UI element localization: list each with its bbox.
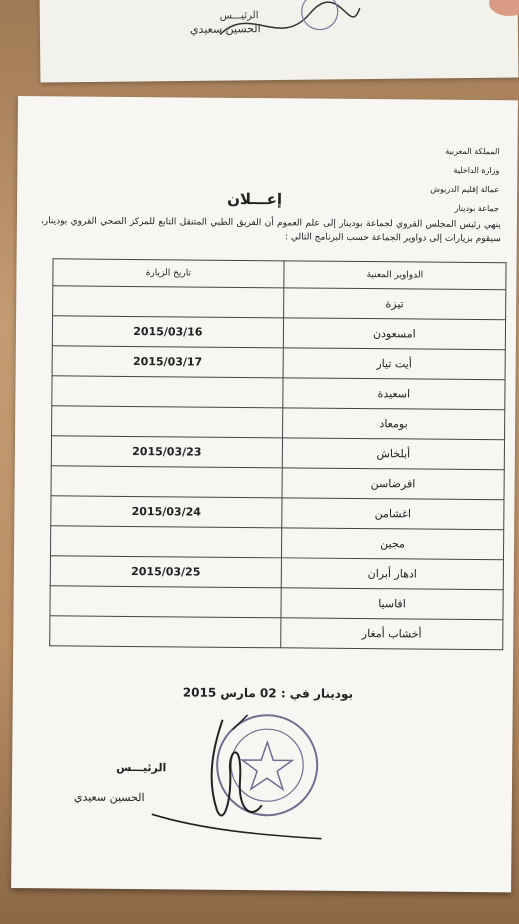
announcement-intro-text: ينهي رئيس المجلس القروي لجماعة بودينار إلى علم العموم أن الفريق الطبي المتنقل التابع للمركز الصحي القروي بودينار، سيقوم بزيارات إلى دواوير الجماعة حسب البرنامج التالي : bbox=[40, 216, 501, 245]
douar-cell: افاسيا bbox=[281, 588, 503, 620]
table-row bbox=[52, 346, 505, 380]
table-row bbox=[50, 616, 503, 650]
date-cell: 2015/03/23 bbox=[51, 436, 282, 468]
douar-cell: ادهار أبران bbox=[281, 558, 503, 590]
header-line-kingdom: المملكة المغربية bbox=[445, 146, 500, 157]
table-row bbox=[51, 466, 504, 500]
document-title: إعـــلان bbox=[227, 189, 283, 209]
douar-cell: أخشاب أمغار bbox=[281, 618, 503, 650]
douar-cell: تيزة bbox=[283, 288, 505, 320]
date-cell bbox=[53, 286, 284, 318]
table-row bbox=[50, 556, 503, 590]
date-cell bbox=[52, 376, 283, 408]
date-cell: 2015/03/24 bbox=[51, 496, 282, 528]
table-row bbox=[52, 316, 505, 350]
date-cell bbox=[50, 586, 281, 618]
table-row bbox=[52, 376, 505, 410]
announcement-document bbox=[11, 96, 518, 892]
douar-cell: اسعيدة bbox=[283, 378, 505, 410]
table-row bbox=[51, 496, 504, 530]
place-and-date: بودينار في : 02 مارس 2015 bbox=[182, 685, 354, 701]
date-cell bbox=[51, 466, 282, 498]
date-cell: 2015/03/25 bbox=[50, 556, 281, 588]
douar-cell: مجين bbox=[281, 528, 503, 560]
table-header-row bbox=[53, 259, 506, 290]
douar-cell: أيت تيار bbox=[283, 348, 505, 380]
administrative-header bbox=[430, 142, 500, 219]
douar-cell: افرضاسن bbox=[282, 468, 504, 500]
table-row bbox=[52, 406, 505, 440]
header-line-province: عمالة إقليم الدريوش bbox=[430, 184, 500, 195]
date-cell bbox=[52, 406, 283, 438]
handwritten-signature bbox=[112, 709, 333, 841]
top-sheet-signatory-name: الحسين سعيدي bbox=[189, 22, 261, 36]
header-line-ministry: وزارة الداخلية bbox=[453, 165, 500, 176]
table-row bbox=[51, 436, 504, 470]
table-row bbox=[50, 526, 503, 560]
background-paper-sheet bbox=[40, 0, 519, 83]
date-cell: 2015/03/16 bbox=[52, 316, 283, 348]
date-column-header: تاريخ الزيارة bbox=[53, 259, 284, 288]
table-row bbox=[50, 586, 503, 620]
douar-cell: أبلخاش bbox=[282, 438, 504, 470]
top-sheet-signatory-title: الرئيـــس bbox=[219, 10, 259, 22]
date-cell bbox=[50, 526, 281, 558]
date-cell: 2015/03/17 bbox=[52, 346, 283, 378]
douars-column-header: الدواوير المعنية bbox=[284, 261, 506, 290]
visit-schedule-table bbox=[49, 258, 506, 650]
header-line-commune: جماعة بودينار bbox=[454, 203, 500, 214]
douar-cell: امسعودن bbox=[283, 318, 505, 350]
president-title: الرئيـــس bbox=[116, 760, 167, 775]
douar-cell: بومعاد bbox=[282, 408, 504, 440]
douar-cell: اغشامن bbox=[282, 498, 504, 530]
top-sheet-signature-and-stamp bbox=[210, 0, 371, 55]
date-cell bbox=[50, 616, 281, 648]
president-name: الحسين سعيدي bbox=[73, 790, 145, 805]
table-row bbox=[53, 286, 506, 320]
